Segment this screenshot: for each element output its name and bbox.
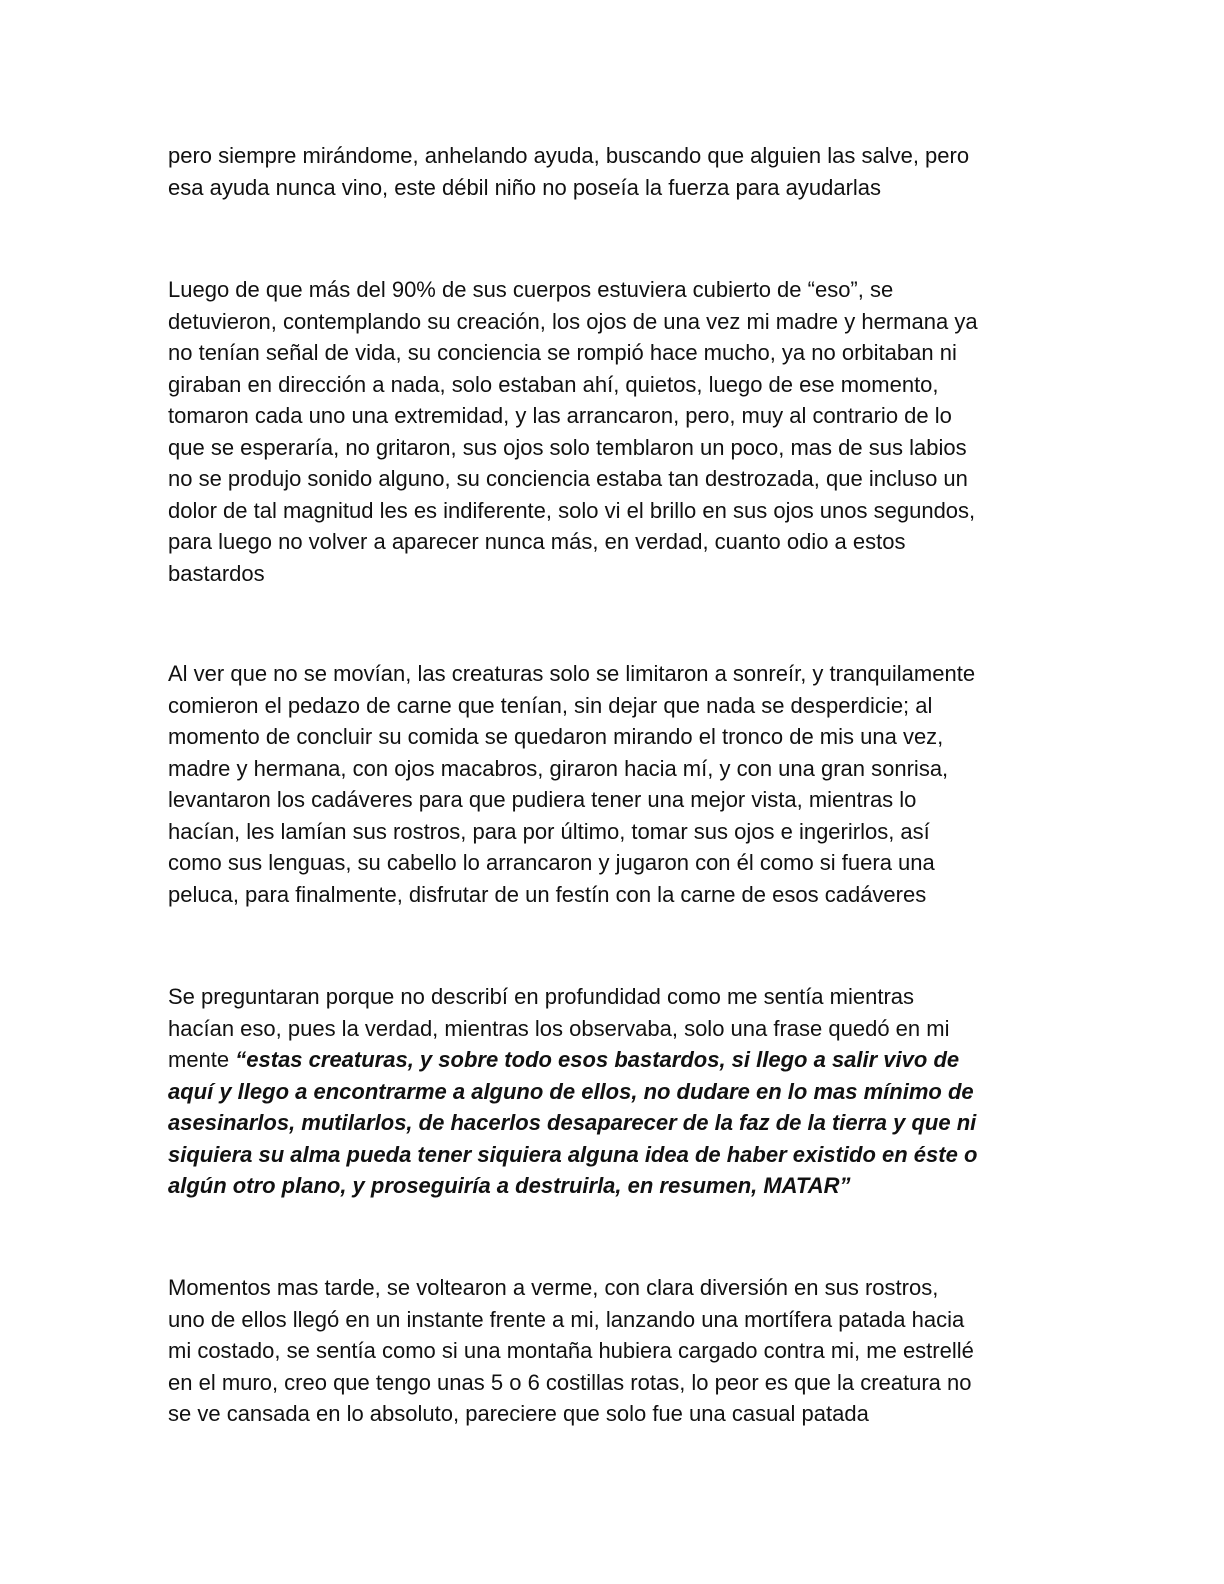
text-line: bastardos (168, 560, 265, 586)
text-line: Se preguntaran porque no describí en profundidad como me sentía mientras (168, 984, 915, 1009)
text-line-mixed (168, 1044, 1058, 1076)
text-line: no se produjo sonido alguno, su conciencia estaba tan destrozada, que incluso un (168, 466, 968, 491)
plain-text: mente (168, 1047, 236, 1072)
text-line: comieron el pedazo de carne que tenían, sin dejar que nada se desperdicie; al (168, 692, 933, 718)
text-line: dolor de tal magnitud les es indiferente, solo vi el brillo en sus ojos unos segundos, (168, 497, 976, 523)
paragraph-1 (168, 140, 1058, 203)
text-line: como sus lenguas, su cabello lo arrancaron y jugaron con él como si fuera una (168, 850, 935, 875)
paragraph-3 (168, 658, 1058, 910)
text-line: Momentos mas tarde, se voltearon a verme, con clara diversión en sus rostros, (168, 1275, 939, 1300)
emphasized-line: siquiera su alma pueda tener siquiera alguna idea de haber existido en éste o (168, 1141, 978, 1167)
paragraph-5 (168, 1272, 1058, 1430)
text-line: para luego no volver a aparecer nunca más, en verdad, cuanto odio a estos (168, 529, 906, 554)
text-line: hacían eso, pues la verdad, mientras los observaba, solo una frase quedó en mi (168, 1015, 950, 1041)
text-line: pero siempre mirándome, anhelando ayuda, buscando que alguien las salve, pero (168, 143, 970, 168)
text-line: uno de ellos llegó en un instante frente a mi, lanzando una mortífera patada hacia (168, 1306, 965, 1332)
text-line: esa ayuda nunca vino, este débil niño no poseía la fuerza para ayudarlas (168, 174, 882, 200)
paragraph-2 (168, 274, 1058, 589)
text-line: hacían, les lamían sus rostros, para por último, tomar sus ojos e ingerirlos, así (168, 818, 930, 844)
text-line: se ve cansada en lo absoluto, pareciere que solo fue una casual patada (168, 1401, 869, 1426)
text-line: tomaron cada uno una extremidad, y las arrancaron, pero, muy al contrario de lo (168, 403, 952, 428)
text-line: que se esperaría, no gritaron, sus ojos solo temblaron un poco, mas de sus labios (168, 434, 967, 460)
emphasized-line: algún otro plano, y proseguiría a destruirla, en resumen, MATAR” (168, 1173, 851, 1198)
text-line: peluca, para finalmente, disfrutar de un festín con la carne de esos cadáveres (168, 881, 927, 907)
text-line: Al ver que no se movían, las creaturas solo se limitaron a sonreír, y tranquilamente (168, 661, 976, 686)
text-line: giraban en dirección a nada, solo estaban ahí, quietos, luego de ese momento, (168, 371, 939, 397)
text-line: no tenían señal de vida, su conciencia se rompió hace mucho, ya no orbitaban ni (168, 340, 957, 365)
text-line: detuvieron, contemplando su creación, los ojos de una vez mi madre y hermana ya (168, 308, 978, 334)
emphasized-line: aquí y llego a encontrarme a alguno de ellos, no dudare en lo mas mínimo de (168, 1078, 974, 1104)
emphasized-line: asesinarlos, mutilarlos, de hacerlos desaparecer de la faz de la tierra y que ni (168, 1110, 977, 1135)
text-line: levantaron los cadáveres para que pudiera tener una mejor vista, mientras lo (168, 787, 917, 812)
paragraph-4 (168, 981, 1058, 1202)
emphasized-quote: “estas creaturas, y sobre todo esos bastardos, si llego a salir vivo de (235, 1047, 960, 1072)
text-line: momento de concluir su comida se quedaron mirando el tronco de mis una vez, (168, 724, 944, 749)
text-line: en el muro, creo que tengo unas 5 o 6 costillas rotas, lo peor es que la creatura no (168, 1369, 972, 1395)
text-line: mi costado, se sentía como si una montaña hubiera cargado contra mi, me estrellé (168, 1338, 974, 1363)
text-line: Luego de que más del 90% de sus cuerpos estuviera cubierto de “eso”, se (168, 277, 894, 302)
text-line: madre y hermana, con ojos macabros, giraron hacia mí, y con una gran sonrisa, (168, 755, 949, 781)
